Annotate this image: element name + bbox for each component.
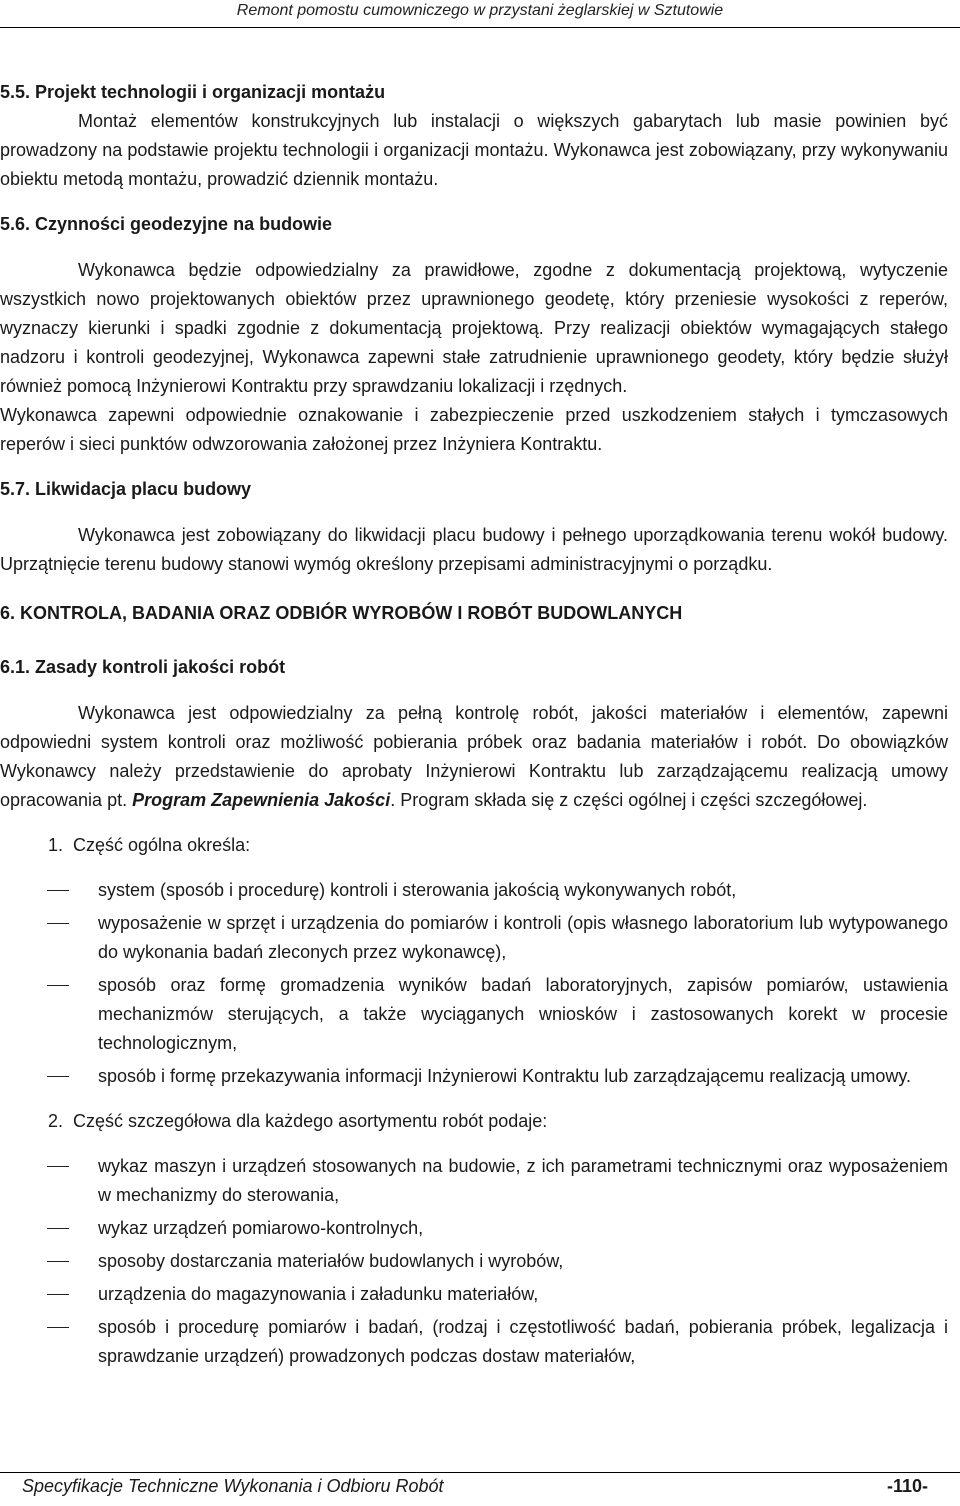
dash-marker bbox=[0, 876, 98, 905]
chapter-heading-6: 6. KONTROLA, BADANIA ORAZ ODBIÓR WYROBÓW I ROBÓT BUDOWLANYCH bbox=[0, 603, 683, 623]
dash-marker bbox=[0, 1214, 98, 1243]
item-label: Część ogólna określa: bbox=[73, 835, 251, 855]
page-footer bbox=[22, 1476, 928, 1497]
item-label: Część szczegółowa dla każdego asortymentu robót podaje: bbox=[73, 1111, 548, 1131]
numbered-item-1 bbox=[48, 831, 948, 860]
document-body bbox=[0, 78, 948, 1387]
numbered-item-2 bbox=[48, 1107, 948, 1136]
section-text-6-1 bbox=[0, 699, 948, 815]
section-heading-5-6: 5.6. Czynności geodezyjne na budowie bbox=[0, 214, 333, 234]
dash-marker bbox=[0, 909, 98, 967]
section-heading-5-7: 5.7. Likwidacja placu budowy bbox=[0, 479, 252, 499]
list-item: sposób oraz formę gromadzenia wyników badań laboratoryjnych, zapisów pomiarów, ustawienia mechanizmów sterujących, a także wyciąganych wniosków i zastosowanych korekt w procesie technologicznym, bbox=[0, 971, 948, 1058]
footer-title: Specyfikacje Techniczne Wykonania i Odbioru Robót bbox=[22, 1476, 444, 1496]
header-divider bbox=[0, 27, 960, 28]
list-item: sposób i formę przekazywania informacji Inżynierowi Kontraktu lub zarządzającemu realizacją umowy. bbox=[0, 1062, 948, 1091]
footer-divider bbox=[0, 1472, 960, 1473]
dash-marker bbox=[0, 1152, 98, 1210]
section-text-5-6-p1: Wykonawca będzie odpowiedzialny za prawidłowe, zgodne z dokumentacją projektową, wytyczenie wszystkich nowo projektowanych obiektów przez uprawnionego geodetę, który przeniesie wysokości z reperów, wyznaczy kierunki i spadki zgodnie z dokumentacją projektową. Przy realizacji obiektów wymagających stałego nadzoru i kontroli geodezyjnej, Wykonawca zapewni stałe zatrudnienie uprawnionego geodety, który będzie służył również pomocą Inżynierowi Kontraktu przy sprawdzaniu lokalizacji i rzędnych. bbox=[0, 260, 948, 396]
dash-marker bbox=[0, 971, 98, 1058]
text-before-program: Wykonawca jest odpowiedzialny za pełną kontrolę robót, jakości materiałów i elementów, zapewni odpowiedni system kontroli oraz możliwość pobierania próbek oraz badania materiałów i robót. Do obowiązków Wykonawcy należy przedstawienie do aprobaty Inżynierowi Kontraktu lub zarządzającemu realizacją umowy opracowania pt. bbox=[0, 703, 948, 810]
dash-marker bbox=[0, 1247, 98, 1276]
section-text-5-5: Montaż elementów konstrukcyjnych lub instalacji o większych gabarytach lub masie powinien być prowadzony na podstawie projektu technologii i organizacji montażu. Wykonawca jest zobowiązany, przy wykonywaniu obiektu metodą montażu, prowadzić dziennik montażu. bbox=[0, 111, 948, 189]
list-item: wykaz urządzeń pomiarowo-kontrolnych, bbox=[0, 1214, 948, 1243]
list-item: wyposażenie w sprzęt i urządzenia do pomiarów i kontroli (opis własnego laboratorium lub wytypowanego do wykonania badań zleconych przez wykonawcę), bbox=[0, 909, 948, 967]
list-item: wykaz maszyn i urządzeń stosowanych na budowie, z ich parametrami technicznymi oraz wyposażeniem w mechanizmy do sterowania, bbox=[0, 1152, 948, 1210]
program-name: Program Zapewnienia Jakości bbox=[132, 790, 391, 810]
section-text-5-6-p2: Wykonawca zapewni odpowiednie oznakowanie i zabezpieczenie przed uszkodzeniem stałych i tymczasowych reperów i sieci punktów odwzorowania założonej przez Inżyniera Kontraktu. bbox=[0, 405, 948, 454]
text-after-program: . Program składa się z części ogólnej i części szczegółowej. bbox=[390, 790, 868, 810]
list-item: sposób i procedurę pomiarów i badań, (rodzaj i częstotliwość badań, pobierania próbek, legalizacja i sprawdzanie urządzeń) prowadzonych podczas dostaw materiałów, bbox=[0, 1313, 948, 1371]
general-part-list bbox=[0, 876, 948, 1091]
item-number: 2. bbox=[48, 1111, 64, 1131]
list-item: sposoby dostarczania materiałów budowlanych i wyrobów, bbox=[0, 1247, 948, 1276]
list-item: system (sposób i procedurę) kontroli i sterowania jakością wykonywanych robót, bbox=[0, 876, 948, 905]
section-heading-5-5: 5.5. Projekt technologii i organizacji montażu bbox=[0, 82, 386, 102]
section-text-5-7: Wykonawca jest zobowiązany do likwidacji placu budowy i pełnego uporządkowania terenu wokół budowy. Uprzątnięcie terenu budowy stanowi wymóg określony przepisami administracyjnymi o porządku. bbox=[0, 525, 948, 574]
page-number: -110- bbox=[886, 1476, 928, 1496]
list-item: urządzenia do magazynowania i załadunku materiałów, bbox=[0, 1280, 948, 1309]
page-header: Remont pomostu cumowniczego w przystani żeglarskiej w Sztutowie bbox=[236, 2, 724, 19]
dash-marker bbox=[0, 1280, 98, 1309]
section-heading-6-1: 6.1. Zasady kontroli jakości robót bbox=[0, 657, 286, 677]
dash-marker bbox=[0, 1062, 98, 1091]
dash-marker bbox=[0, 1313, 98, 1371]
detailed-part-list bbox=[0, 1152, 948, 1371]
item-number: 1. bbox=[48, 835, 64, 855]
